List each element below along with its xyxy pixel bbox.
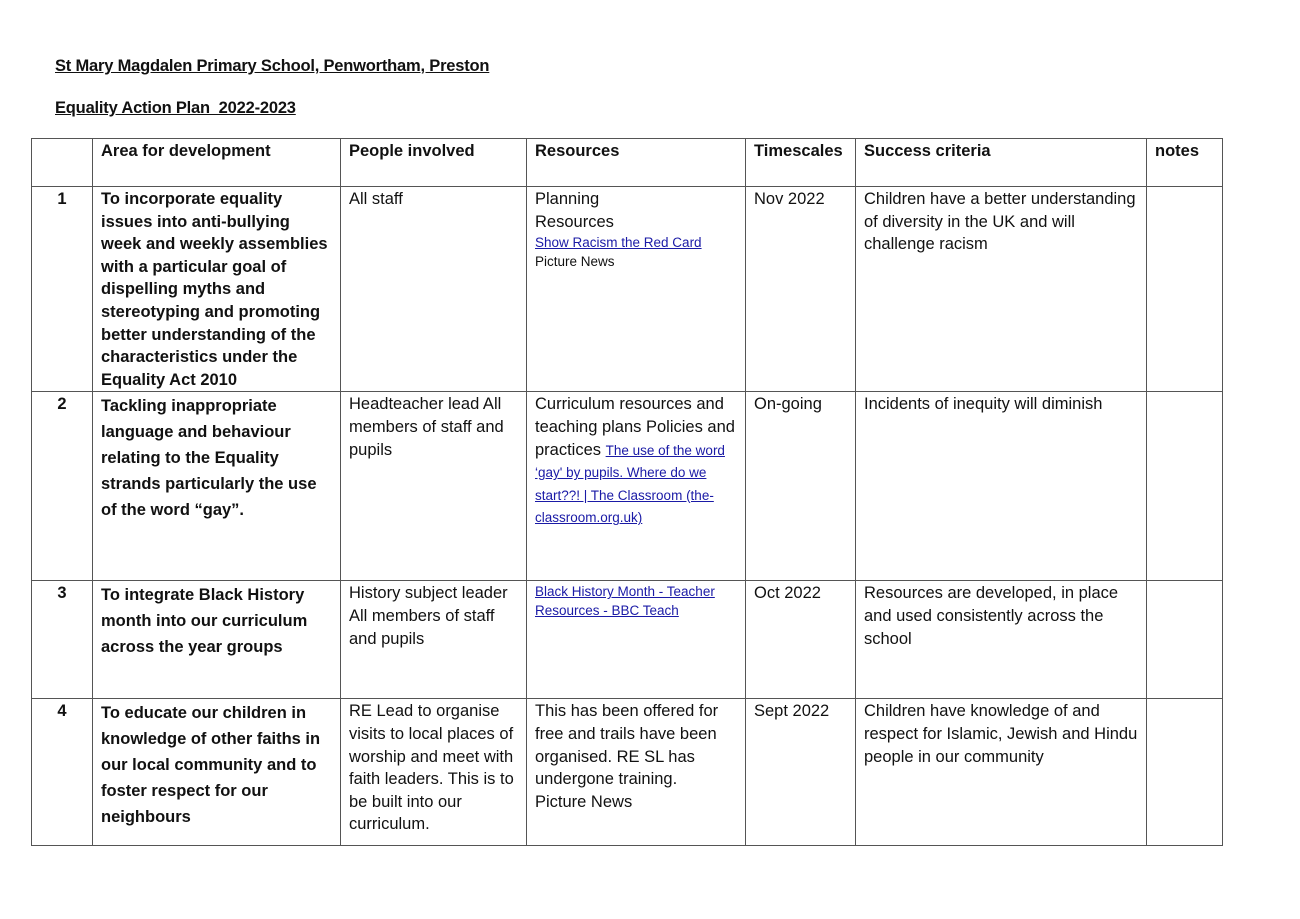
resources-cell bbox=[527, 392, 746, 581]
notes-cell bbox=[1147, 187, 1223, 392]
resources-text: This has been offered for free and trails have been organised. RE SL has undergone training. bbox=[535, 702, 719, 789]
header-success: Success criteria bbox=[856, 139, 1147, 187]
row-number: 4 bbox=[32, 699, 93, 846]
header-notes: notes bbox=[1147, 139, 1223, 187]
resources-text: Planning bbox=[535, 190, 600, 208]
resources-text: Curriculum resources and teaching plans Policies and practices bbox=[535, 395, 735, 459]
resources-cell bbox=[527, 187, 746, 392]
success-criteria: Children have knowledge of and respect for Islamic, Jewish and Hindu people in our community bbox=[856, 699, 1147, 846]
area-for-development: To educate our children in knowledge of other faiths in our local community and to foster respect for our neighbours bbox=[93, 699, 341, 846]
success-criteria: Incidents of inequity will diminish bbox=[856, 392, 1147, 581]
area-for-development: Tackling inappropriate language and behaviour relating to the Equality strands particularly the use of the word “gay”. bbox=[93, 392, 341, 581]
timescale: Sept 2022 bbox=[746, 699, 856, 846]
resources-extra: Picture News bbox=[535, 254, 615, 270]
header-number bbox=[32, 139, 93, 187]
resource-link[interactable]: Show Racism the Red Card bbox=[535, 235, 702, 251]
success-criteria: Children have a better understanding of diversity in the UK and will challenge racism bbox=[856, 187, 1147, 392]
area-for-development: To integrate Black History month into our curriculum across the year groups bbox=[93, 581, 341, 699]
table-row bbox=[32, 581, 1223, 699]
people-involved: Headteacher lead All members of staff and pupils bbox=[341, 392, 527, 581]
header-timescales: Timescales bbox=[746, 139, 856, 187]
area-for-development: To incorporate equality issues into anti-bullying week and weekly assemblies with a particular goal of dispelling myths and stereotyping and promoting better understanding of the characteristics under the Equality Act 2010 bbox=[93, 187, 341, 392]
success-criteria: Resources are developed, in place and used consistently across the school bbox=[856, 581, 1147, 699]
table-row bbox=[32, 392, 1223, 581]
resources-extra: Picture News bbox=[535, 792, 633, 811]
equality-action-plan-table bbox=[31, 138, 1223, 846]
plan-title: Equality Action Plan 2022-2023 bbox=[55, 99, 296, 117]
timescale: Oct 2022 bbox=[746, 581, 856, 699]
resource-link[interactable]: The use of the word ‘gay' by pupils. Where do we start??! | The Classroom (the-classroom.org.uk) bbox=[535, 442, 725, 526]
resources-cell bbox=[527, 581, 746, 699]
notes-cell bbox=[1147, 581, 1223, 699]
table-row bbox=[32, 699, 1223, 846]
row-number: 2 bbox=[32, 392, 93, 581]
table-header-row bbox=[32, 139, 1223, 187]
notes-cell bbox=[1147, 699, 1223, 846]
people-involved: All staff bbox=[341, 187, 527, 392]
row-number: 1 bbox=[32, 187, 93, 392]
people-involved: History subject leader All members of staff and pupils bbox=[341, 581, 527, 699]
header-area: Area for development bbox=[93, 139, 341, 187]
resources-cell bbox=[527, 699, 746, 846]
resource-link[interactable]: Black History Month - Teacher Resources - BBC Teach bbox=[535, 584, 715, 619]
timescale: On-going bbox=[746, 392, 856, 581]
row-number: 3 bbox=[32, 581, 93, 699]
header-resources: Resources bbox=[527, 139, 746, 187]
resources-text: Resources bbox=[535, 212, 614, 231]
school-title: St Mary Magdalen Primary School, Penwortham, Preston bbox=[55, 57, 490, 75]
notes-cell bbox=[1147, 392, 1223, 581]
header-people: People involved bbox=[341, 139, 527, 187]
timescale: Nov 2022 bbox=[746, 187, 856, 392]
table-row bbox=[32, 187, 1223, 392]
people-involved: RE Lead to organise visits to local places of worship and meet with faith leaders. This is to be built into our curriculum. bbox=[341, 699, 527, 846]
